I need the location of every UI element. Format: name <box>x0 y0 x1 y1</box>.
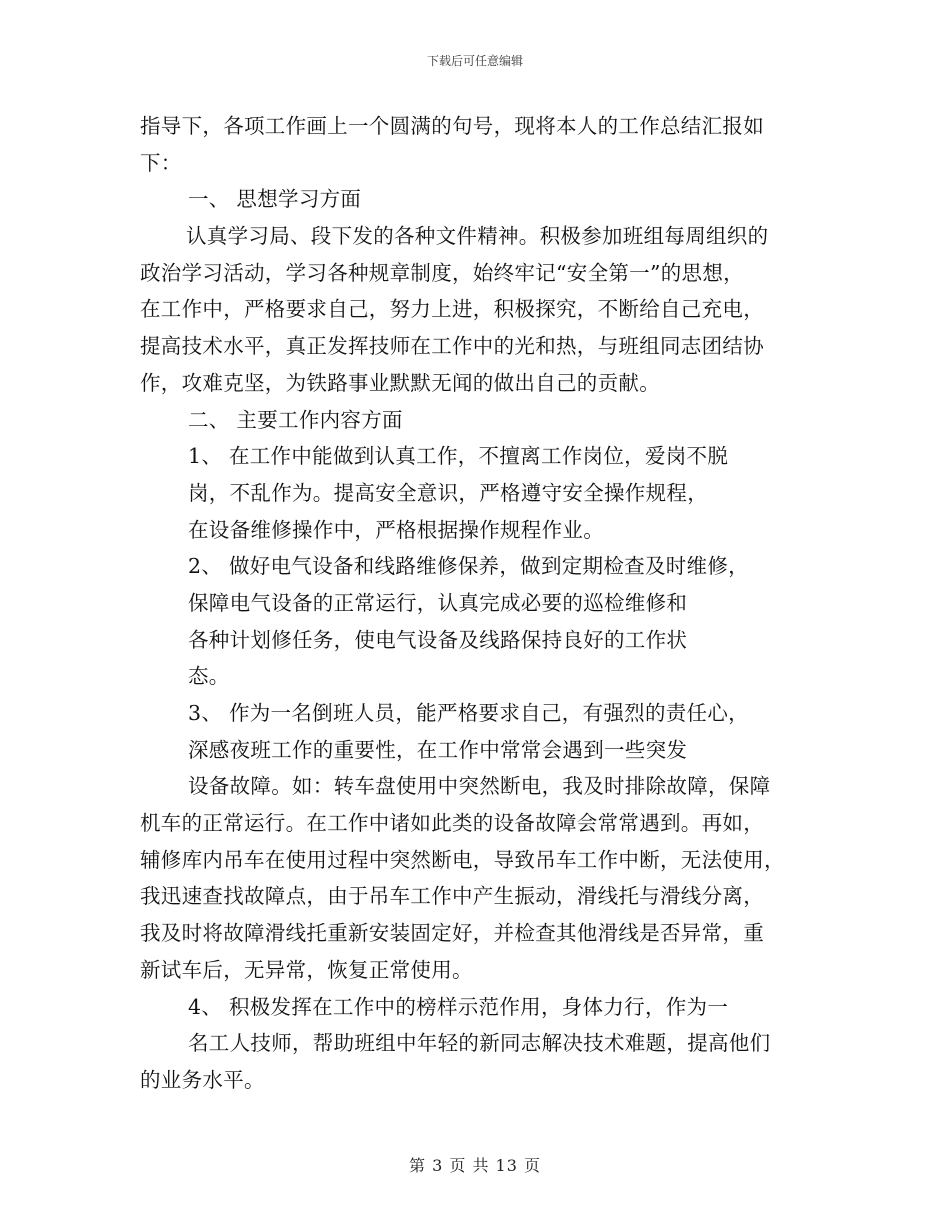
body-line: 保障电气设备的正常运行，认真完成必要的巡检维修和 <box>188 590 688 615</box>
body-line: 机车的正常运行。在工作中诸如此类的设备故障会常常遇到。再如， <box>140 811 764 836</box>
body-line: 设备故障。如：转车盘使用中突然断电，我及时排除故障，保障 <box>188 774 771 799</box>
section-heading-1: 一、 思想学习方面 <box>188 187 362 212</box>
body-line: 作，攻难克坚，为铁路事业默默无闻的做出自己的贡献。 <box>140 370 660 395</box>
list-item-2: 2、 做好电气设备和线路维修保养，做到定期检查及时维修， <box>188 554 749 579</box>
body-line: 指导下，各项工作画上一个圆满的句号，现将本人的工作总结汇报如 <box>140 114 764 138</box>
body-line: 深感夜班工作的重要性，在工作中常常会遇到一些突发 <box>188 737 688 762</box>
body-line: 在工作中，严格要求自己，努力上进，积极探究，不断给自己充电， <box>140 297 764 322</box>
section-heading-2: 二、 主要工作内容方面 <box>188 407 403 432</box>
list-item-3: 3、 作为一名倒班人员，能严格要求自己，有强烈的责任心， <box>188 701 749 725</box>
body-line: 认真学习局、段下发的各种文件精神。积极参加班组每周组织的 <box>186 224 769 249</box>
page-number: 第 3 页 共 13 页 <box>409 1156 541 1175</box>
body-line: 提高技术水平，真正发挥技师在工作中的光和热，与班组同志团结协 <box>140 334 764 359</box>
body-line: 我迅速查找故障点，由于吊车工作中产生振动，滑线托与滑线分离， <box>140 884 764 909</box>
body-line: 名工人技师，帮助班组中年轻的新同志解决技术难题，提高他们 <box>188 1031 771 1056</box>
body-line: 新试车后，无异常，恢复正常使用。 <box>140 957 473 982</box>
body-line: 辅修库内吊车在使用过程中突然断电，导致吊车工作中断，无法使用， <box>140 847 785 872</box>
body-line: 我及时将故障滑线托重新安装固定好，并检查其他滑线是否异常，重 <box>140 921 764 946</box>
body-line: 的业务水平。 <box>140 1067 265 1092</box>
page-header: 下载后可任意编辑 <box>426 54 523 68</box>
list-item-1: 1、 在工作中能做到认真工作，不擅离工作岗位，爱岗不脱 <box>188 444 729 469</box>
body-line: 各种计划修任务，使电气设备及线路保持良好的工作状 <box>188 627 688 652</box>
list-item-4: 4、 积极发挥在工作中的榜样示范作用，身体力行，作为一 <box>188 994 729 1019</box>
document-body <box>140 108 820 1099</box>
body-line: 态。 <box>188 664 230 689</box>
body-line: 政治学习活动，学习各种规章制度，始终牢记“安全第一”的思想， <box>140 260 744 285</box>
body-line: 岗，不乱作为。提高安全意识，严格遵守安全操作规程， <box>188 480 708 505</box>
body-line: 下： <box>140 150 182 175</box>
body-line: 在设备维修操作中，严格根据操作规程作业。 <box>188 517 604 542</box>
